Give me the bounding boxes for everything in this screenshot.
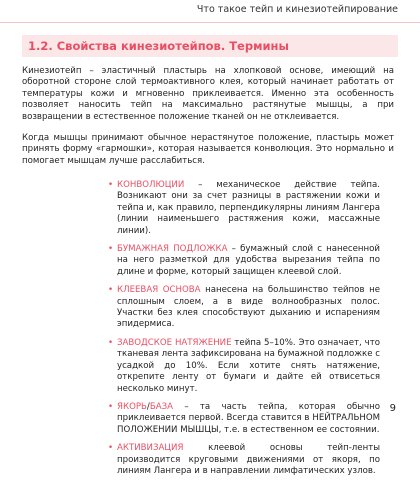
term-definition: клеевой основы тейп-ленты производится круговыми движениями от якоря, по линиям Лангера и в направлении лимфатических узлов. bbox=[117, 443, 380, 476]
term-keyword: ЗАВОДСКОЕ НАТЯЖЕНИЕ bbox=[117, 337, 232, 348]
term-item bbox=[108, 180, 380, 237]
term-item bbox=[108, 402, 380, 436]
running-header bbox=[0, 0, 420, 23]
convolution-paragraph: Когда мышцы принимают обычное нерастянутое положение, пластырь может принять форму «гармошки», которая называется конволюция. Это нормально и помогает мышцам лучше расслабиться. bbox=[22, 133, 394, 166]
term-definition: – бумажный слой с нанесенной на него разметкой для удобства вырезания тейпа по длине и форме, который защищен клеевой слой. bbox=[117, 244, 380, 277]
term-keyword: БУМАЖНАЯ ПОДЛОЖКА bbox=[117, 244, 228, 255]
bullet-icon: • bbox=[108, 401, 114, 412]
term-definition: – механическое действие тейпа. Возникают они за счет разницы в растяжении кожи и тейпа и, как правило, перпендикулярны линиям Лангера (линии наименьшего растяжения кожи, массажные линии). bbox=[117, 180, 380, 236]
term-keyword-alt: БАЗА bbox=[149, 401, 173, 412]
bullet-icon: • bbox=[108, 244, 114, 255]
page-number: 9 bbox=[389, 403, 396, 414]
term-keyword: АКТИВИЗАЦИЯ bbox=[117, 443, 184, 454]
term-separator: / bbox=[146, 401, 150, 412]
term-definition: тейпа 5–10%. Это означает, что тканевая лента зафиксирована на бумажной подложке с усадкой до 10%. Если хотите снять натяжение, открепите ленту от бумаги и дайте ей отвисеться несколько минут. bbox=[117, 337, 380, 394]
term-item bbox=[108, 285, 380, 331]
term-keyword: ЯКОРЬ bbox=[117, 401, 147, 412]
terms-list bbox=[108, 180, 380, 484]
term-item bbox=[108, 338, 380, 395]
bullet-icon: • bbox=[108, 443, 114, 454]
term-definition: нанесена на большинство тейпов не сплошным слоем, а в виде волнообразных полос. Участки без клея способствуют дыханию и испарениям эпидермиса. bbox=[117, 285, 380, 330]
bullet-icon: • bbox=[108, 180, 114, 190]
term-definition: – та часть тейпа, которая обычно приклеивается первой. Всегда ставится в НЕЙТРАЛЬНОМ ПОЛОЖЕНИИ МЫШЦЫ, т.е. в естественном ее состоянии. bbox=[117, 401, 380, 435]
term-item bbox=[108, 443, 380, 477]
bullet-icon: • bbox=[108, 337, 114, 348]
term-keyword: КОНВОЛЮЦИИ bbox=[117, 180, 185, 190]
term-keyword: КЛЕЕВАЯ ОСНОВА bbox=[117, 285, 201, 296]
section-title: 1.2. Свойства кинезиотейпов. Термины bbox=[22, 35, 398, 57]
running-title: Что такое тейп и кинезиотейпирование bbox=[196, 4, 398, 15]
bullet-icon: • bbox=[108, 285, 114, 296]
term-item bbox=[108, 244, 380, 278]
intro-paragraph: Кинезиотейп – эластичный пластырь на хлопковой основе, имеющий на оборотной стороне слой термоактивного клея, который начинает работать от температуры кожи и мгновенно приклеивается. Именно эта особенность позволяет наносить тейп на максимально растянутые мышцы, а при возвращении в естественное положение тканей он не отклеивается. bbox=[22, 66, 394, 122]
